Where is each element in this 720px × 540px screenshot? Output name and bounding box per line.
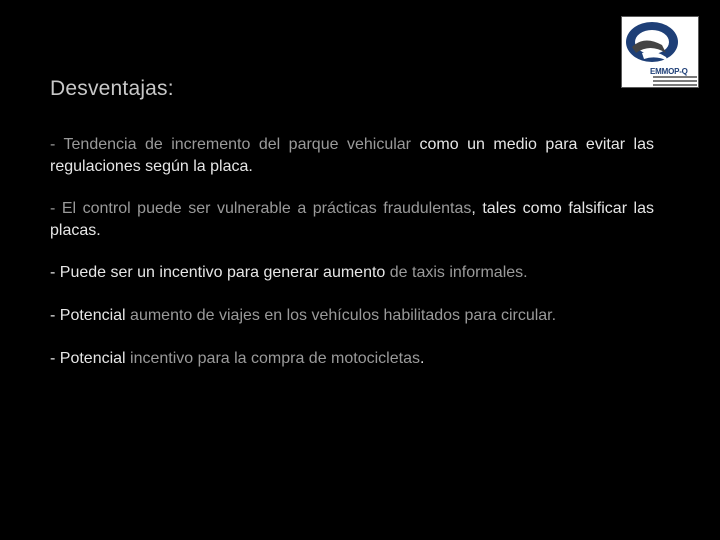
bullet-text: - Potencial [50,350,131,367]
bullet-item [50,348,654,370]
bullet-text-highlight: de taxis informales. [389,264,528,281]
logo-subtitle-lines [653,76,697,88]
bullet-text: . [419,350,425,367]
logo-wordmark: EMMOP-Q [650,67,688,76]
bullet-text: - Potencial [50,307,131,324]
bullet-item [50,134,654,178]
bullet-item [50,198,654,242]
slide-title: Desventajas: [50,77,174,100]
bullet-item [50,305,654,327]
bullet-text-highlight: aumento de viajes en los vehículos habilitados para circular. [130,307,557,324]
bullet-text: como un medio para evitar las regulaciones según la placa. [50,136,654,175]
bullet-list [50,134,654,370]
bullet-text: - Puede ser un incentivo para generar aumento [50,264,390,281]
bullet-text-highlight: - Tendencia de incremento del parque vehicular [50,136,412,153]
bullet-item [50,262,654,284]
bullet-text-highlight: incentivo para la compra de motocicletas [130,350,420,367]
bullet-text-highlight: - El control puede ser vulnerable a prácticas fraudulentas [50,200,472,217]
bullet-text: , tales como falsificar las placas. [50,200,655,239]
emmop-q-logo [621,16,699,88]
